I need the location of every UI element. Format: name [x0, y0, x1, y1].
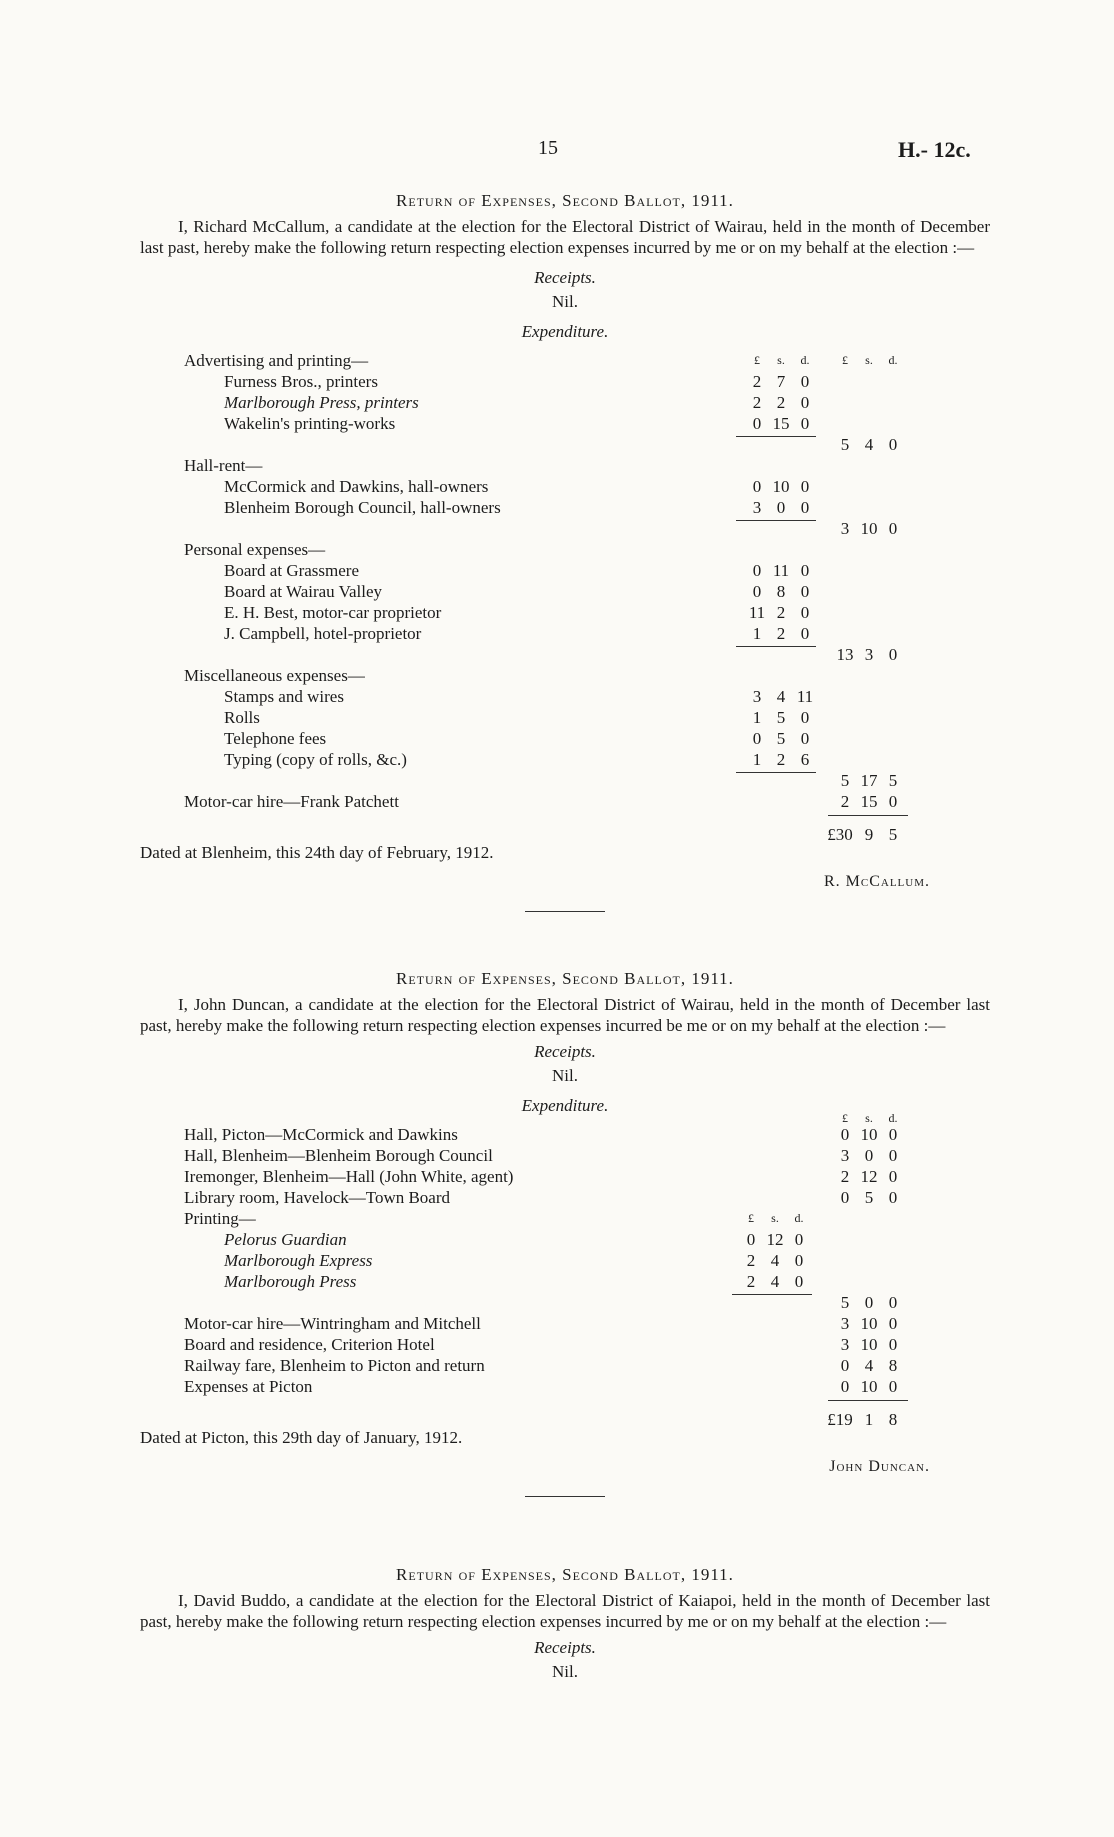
- amount-pence: 0: [888, 1377, 898, 1396]
- subtotal-pence: 0: [888, 1293, 898, 1312]
- expense-label: Board and residence, Criterion Hotel: [184, 1335, 435, 1354]
- amount-pence: 0: [794, 1272, 804, 1291]
- amount-pounds: 2: [840, 792, 850, 811]
- receipts-value: Nil.: [552, 1066, 578, 1085]
- separator-rule: [525, 911, 605, 912]
- expense-row: [140, 686, 990, 707]
- amount-shillings: 0: [776, 498, 786, 517]
- amount-pence: 0: [888, 1335, 898, 1354]
- expense-label: Railway fare, Blenheim to Picton and return: [184, 1356, 485, 1375]
- amount-pounds: 3: [840, 1314, 850, 1333]
- expense-label: Telephone fees: [224, 729, 327, 748]
- subtotal-pence: 0: [888, 519, 898, 538]
- amount-shillings: 11: [772, 561, 790, 580]
- expense-row: [140, 728, 990, 749]
- amount-pounds: 3: [752, 498, 762, 517]
- expense-row: [140, 1250, 990, 1271]
- expense-label: Motor-car hire—Wintringham and Mitchell: [184, 1314, 481, 1333]
- expense-label: E. H. Best, motor-car proprietor: [224, 603, 442, 622]
- group-heading-row: [140, 455, 990, 476]
- expense-label: Hall, Picton—McCormick and Dawkins: [184, 1125, 458, 1144]
- expense-row: [140, 413, 990, 434]
- amount-shillings: 4: [776, 687, 786, 706]
- total-pounds: £30: [827, 825, 853, 844]
- expense-row: [140, 1229, 990, 1250]
- expenditure-table: [140, 350, 990, 845]
- group-label: Printing—: [184, 1209, 256, 1228]
- amount-shillings: 4: [864, 1356, 874, 1375]
- receipts-heading: Receipts.: [534, 1042, 596, 1061]
- amount-shillings: 10: [860, 1335, 878, 1354]
- expense-row: [140, 623, 990, 644]
- amount-pounds: 0: [746, 1230, 756, 1249]
- amount-shillings: 10: [860, 1314, 878, 1333]
- amount-pence: 0: [800, 414, 810, 433]
- header-pence: d.: [888, 1111, 898, 1125]
- amount-pounds: 0: [752, 582, 762, 601]
- amount-pounds: 2: [752, 372, 762, 391]
- expense-row: [140, 1166, 990, 1187]
- dated-line: Dated at Picton, this 29th day of January, 1912.: [140, 1428, 463, 1447]
- dated-line: Dated at Blenheim, this 24th day of February, 1912.: [140, 843, 494, 862]
- amount-shillings: 4: [770, 1251, 780, 1270]
- total-pounds: £19: [827, 1410, 853, 1429]
- group-heading-row: [140, 665, 990, 686]
- header-shillings: s.: [777, 353, 785, 367]
- amount-pounds: 1: [752, 708, 762, 727]
- expense-row: [140, 1145, 990, 1166]
- amount-pounds: 0: [752, 414, 762, 433]
- expense-label: Library room, Havelock—Town Board: [184, 1188, 451, 1207]
- amount-pence: 0: [888, 1188, 898, 1207]
- subtotal-pence: 0: [888, 645, 898, 664]
- expense-row: [140, 392, 990, 413]
- expense-row: [140, 371, 990, 392]
- total-shillings: 9: [864, 825, 874, 844]
- expense-label: Blenheim Borough Council, hall-owners: [224, 498, 501, 517]
- subtotal-shillings: 0: [864, 1293, 874, 1312]
- expense-label: Wakelin's printing-works: [224, 414, 396, 433]
- expense-label: Hall, Blenheim—Blenheim Borough Council: [184, 1146, 493, 1165]
- expense-label: Rolls: [224, 708, 260, 727]
- group-label: Personal expenses—: [184, 540, 326, 559]
- expense-row: [140, 1376, 990, 1397]
- return-buddo: [140, 1564, 990, 1684]
- expense-row: [140, 1355, 990, 1376]
- header-pounds-total: £: [842, 353, 848, 367]
- expense-label: McCormick and Dawkins, hall-owners: [224, 477, 489, 496]
- subtotal-shillings: 17: [860, 771, 878, 790]
- expense-row: [140, 560, 990, 581]
- amount-shillings: 10: [860, 1125, 878, 1144]
- amount-pounds: 0: [752, 729, 762, 748]
- amount-shillings: 15: [772, 414, 790, 433]
- header-shillings-total: s.: [865, 353, 873, 367]
- amount-pence: 0: [800, 561, 810, 580]
- amount-pence: 0: [800, 729, 810, 748]
- receipts-heading: Receipts.: [534, 1638, 596, 1657]
- subtotal-shillings: 10: [860, 519, 878, 538]
- amount-shillings: 2: [776, 393, 786, 412]
- subtotal-row: [140, 770, 990, 791]
- expense-row: [140, 1271, 990, 1292]
- return-title: Return of Expenses, Second Ballot, 1911.: [396, 969, 734, 988]
- subtotal-shillings: 3: [864, 645, 874, 664]
- expenditure-heading: Expenditure.: [521, 322, 609, 341]
- amount-pence: 8: [888, 1356, 898, 1375]
- expense-row: [140, 602, 990, 623]
- expense-label: Stamps and wires: [224, 687, 344, 706]
- amount-pence: 0: [800, 708, 810, 727]
- return-intro: I, David Buddo, a candidate at the election for the Electoral District of Kaiapoi, held in the month of December last past, hereby make the following return respecting election expenses incurred by me or on my behalf at the election :—: [140, 1591, 990, 1631]
- amount-pounds: 2: [746, 1272, 756, 1291]
- header-shillings: s.: [865, 1111, 873, 1125]
- amount-pounds: 2: [746, 1251, 756, 1270]
- return-intro: I, John Duncan, a candidate at the election for the Electoral District of Wairau, held in the month of December last past, hereby make the following return respecting election expenses incurred be me or on my behalf at the election :—: [140, 995, 990, 1035]
- expenditure-table: [140, 1111, 990, 1430]
- amount-pence: 0: [794, 1230, 804, 1249]
- amount-pence: 0: [800, 603, 810, 622]
- amount-pence: 0: [888, 792, 898, 811]
- amount-shillings: 5: [776, 708, 786, 727]
- subtotal-row: [140, 518, 990, 539]
- amount-pounds: 0: [752, 477, 762, 496]
- signature: John Duncan.: [829, 1458, 930, 1475]
- amount-pounds: 11: [748, 603, 766, 622]
- group-label: Hall-rent—: [184, 456, 263, 475]
- subtotal-row: [140, 1292, 990, 1313]
- total-shillings: 1: [864, 1410, 874, 1429]
- subtotal-pounds: 5: [840, 435, 850, 454]
- amount-shillings: 10: [860, 1377, 878, 1396]
- amount-pounds: 0: [840, 1125, 850, 1144]
- amount-shillings: 15: [860, 792, 878, 811]
- total-pence: 8: [888, 1410, 898, 1429]
- return-duncan: [140, 968, 990, 1527]
- total-rule: [828, 815, 908, 816]
- group-label: Advertising and printing—: [184, 351, 369, 370]
- amount-shillings: 7: [776, 372, 786, 391]
- expense-row: [140, 749, 990, 770]
- expense-label: J. Campbell, hotel-proprietor: [224, 624, 422, 643]
- subtotal-shillings: 4: [864, 435, 874, 454]
- amount-pence: 0: [800, 393, 810, 412]
- separator-rule: [525, 1496, 605, 1497]
- return-mccallum: [140, 190, 990, 942]
- expense-row: [140, 1111, 990, 1145]
- receipts-value: Nil.: [552, 1662, 578, 1681]
- expense-label: Board at Wairau Valley: [224, 582, 383, 601]
- total-rule: [828, 1400, 908, 1401]
- subtotal-pounds: 13: [836, 645, 854, 664]
- expense-row: [140, 1334, 990, 1355]
- group-label: Miscellaneous expenses—: [184, 666, 365, 685]
- return-intro: I, Richard McCallum, a candidate at the election for the Electoral District of Wairau, held in the month of December last past, hereby make the following return respecting election expenses incurred by me or on my behalf at the election :—: [140, 217, 990, 257]
- expense-row: [140, 581, 990, 602]
- amount-pence: 6: [800, 750, 810, 769]
- subtotal-row: [140, 434, 990, 455]
- expense-row: [140, 1187, 990, 1208]
- amount-shillings: 2: [776, 750, 786, 769]
- amount-pounds: 2: [840, 1167, 850, 1186]
- amount-pounds: 3: [840, 1146, 850, 1165]
- amount-pounds: 0: [840, 1356, 850, 1375]
- amount-pence: 0: [800, 624, 810, 643]
- amount-pence: 0: [888, 1125, 898, 1144]
- amount-pounds: 3: [752, 687, 762, 706]
- amount-shillings: 8: [776, 582, 786, 601]
- expense-label: Pelorus Guardian: [224, 1230, 347, 1249]
- page-number: 15: [538, 137, 558, 159]
- expense-row: [140, 497, 990, 518]
- expense-label: Marlborough Press: [224, 1272, 357, 1291]
- signature: R. McCallum.: [823, 873, 930, 890]
- amount-pence: 0: [800, 498, 810, 517]
- amount-shillings: 5: [776, 729, 786, 748]
- subtotal-pounds: 5: [840, 1293, 850, 1312]
- currency-header-row: [140, 350, 990, 371]
- header-pence: d.: [800, 353, 810, 367]
- expense-label: Board at Grassmere: [224, 561, 360, 580]
- amount-pence: 0: [800, 372, 810, 391]
- return-title: Return of Expenses, Second Ballot, 1911.: [396, 191, 734, 210]
- header-pounds: £: [842, 1111, 848, 1125]
- amount-pence: 11: [796, 687, 814, 706]
- subtotal-pounds: 3: [840, 519, 850, 538]
- subtotal-pence: 0: [888, 435, 898, 454]
- expense-row: [140, 1313, 990, 1334]
- total-row: [140, 824, 990, 845]
- amount-pounds: 0: [840, 1188, 850, 1207]
- amount-pence: 0: [800, 582, 810, 601]
- amount-pounds: 1: [752, 624, 762, 643]
- group-heading-row: [140, 1208, 990, 1229]
- amount-pence: 0: [888, 1314, 898, 1333]
- header-pounds: £: [748, 1211, 754, 1225]
- header-pence-total: d.: [888, 353, 898, 367]
- expenditure-heading: Expenditure.: [521, 1096, 609, 1115]
- header-shillings: s.: [771, 1211, 779, 1225]
- amount-pence: 0: [888, 1146, 898, 1165]
- amount-pounds: 0: [752, 561, 762, 580]
- amount-shillings: 5: [864, 1188, 874, 1207]
- amount-shillings: 0: [864, 1146, 874, 1165]
- expense-row: [140, 791, 990, 812]
- expense-row: [140, 707, 990, 728]
- expense-label: Furness Bros., printers: [224, 372, 378, 391]
- expense-label: Motor-car hire—Frank Patchett: [184, 792, 399, 811]
- amount-shillings: 4: [770, 1272, 780, 1291]
- amount-pounds: 3: [840, 1335, 850, 1354]
- page-reference: H.- 12c.: [898, 137, 971, 162]
- subtotal-row: [140, 644, 990, 665]
- amount-shillings: 10: [772, 477, 790, 496]
- receipts-value: Nil.: [552, 292, 578, 311]
- amount-pence: 0: [800, 477, 810, 496]
- amount-shillings: 2: [776, 603, 786, 622]
- subtotal-pence: 5: [888, 771, 898, 790]
- group-heading-row: [140, 539, 990, 560]
- amount-shillings: 2: [776, 624, 786, 643]
- amount-pence: 0: [888, 1167, 898, 1186]
- expense-label: Iremonger, Blenheim—Hall (John White, agent): [184, 1167, 514, 1186]
- return-title: Return of Expenses, Second Ballot, 1911.: [396, 1565, 734, 1584]
- amount-pounds: 1: [752, 750, 762, 769]
- amount-pounds: 0: [840, 1377, 850, 1396]
- expense-label: Marlborough Express: [224, 1251, 373, 1270]
- expense-row: [140, 476, 990, 497]
- page-header: [0, 137, 1114, 167]
- total-row: [140, 1409, 990, 1430]
- expense-label: Marlborough Press, printers: [224, 393, 419, 412]
- expense-label: Expenses at Picton: [184, 1377, 313, 1396]
- header-pence: d.: [794, 1211, 804, 1225]
- receipts-heading: Receipts.: [534, 268, 596, 287]
- amount-pence: 0: [794, 1251, 804, 1270]
- expense-label: Typing (copy of rolls, &c.): [224, 750, 407, 769]
- total-pence: 5: [888, 825, 898, 844]
- header-pounds: £: [754, 353, 760, 367]
- subtotal-pounds: 5: [840, 771, 850, 790]
- amount-shillings: 12: [766, 1230, 784, 1249]
- amount-pounds: 2: [752, 393, 762, 412]
- amount-shillings: 12: [860, 1167, 878, 1186]
